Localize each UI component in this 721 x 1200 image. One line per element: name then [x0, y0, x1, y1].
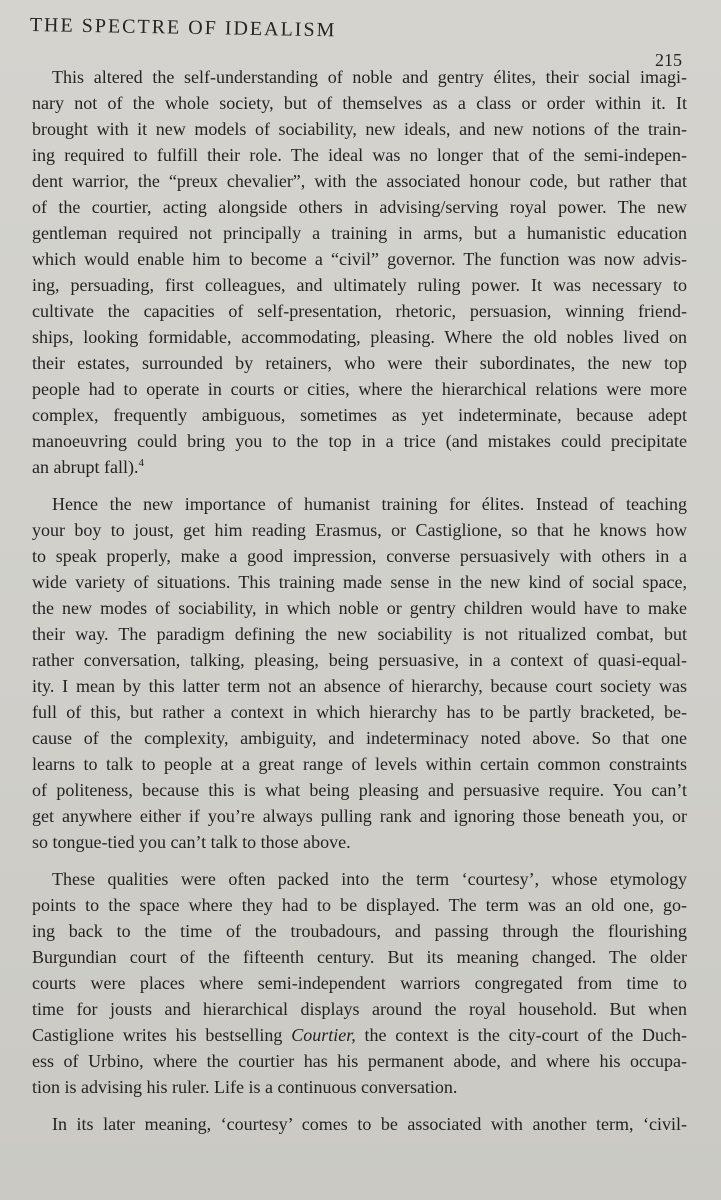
text-line: ing required to fulfill their role. The ideal was no longer that of the semi-indepen- — [32, 145, 687, 165]
text-line: In its later meaning, ‘courtesy’ comes to be associated with another term, ‘civil- — [52, 1114, 687, 1134]
text-line: which would enable him to become a “civil” governor. The function was now advis- — [32, 249, 687, 269]
text-line: Hence the new importance of humanist training for élites. Instead of teaching — [52, 494, 687, 514]
text-line: ity. I mean by this latter term not an absence of hierarchy, because court society was — [32, 676, 687, 696]
text-line: cause of the complexity, ambiguity, and indeterminacy noted above. So that one — [32, 728, 687, 748]
text-line: brought with it new models of sociability, new ideals, and new notions of the train- — [32, 119, 687, 139]
text-line: This altered the self-understanding of noble and gentry élites, their social imagi- — [52, 67, 687, 87]
text-line: These qualities were often packed into the term ‘courtesy’, whose etymology — [52, 869, 687, 889]
text-line: points to the space where they had to be displayed. The term was an old one, go- — [32, 895, 687, 915]
text-line: get anywhere either if you’re always pulling rank and ignoring those beneath you, or — [32, 806, 687, 826]
paragraph-1 — [32, 64, 687, 480]
text-line: their way. The paradigm defining the new sociability is not ritualized combat, but — [32, 624, 687, 644]
text-line: manoeuvring could bring you to the top in a trice (and mistakes could precipitate — [32, 431, 687, 451]
paragraph-2 — [32, 491, 687, 855]
text-fragment: Castiglione writes his bestselling — [32, 1025, 292, 1045]
text-line-with-title — [32, 1022, 687, 1048]
text-line: their estates, surrounded by retainers, who were their subordinates, the new top — [32, 353, 687, 373]
text-line: cultivate the capacities of self-presentation, rhetoric, persuasion, winning friend- — [32, 301, 687, 321]
text-line: courts were places where semi-independent warriors congregated from time to — [32, 973, 687, 993]
text-line: rather conversation, talking, pleasing, being persuasive, in a context of quasi-equal- — [32, 650, 687, 670]
text-line: learns to talk to people at a great range of levels within certain common constraints — [32, 754, 687, 774]
text-line: gentleman required not principally a training in arms, but a humanistic education — [32, 223, 687, 243]
text-line: people had to operate in courts or cities, where the hierarchical relations were more — [32, 379, 687, 399]
text-line: your boy to joust, get him reading Erasmus, or Castiglione, so that he knows how — [32, 520, 687, 540]
text-line: ing, persuading, first colleagues, and ultimately ruling power. It was necessary to — [32, 275, 687, 295]
text-line: of politeness, because this is what being pleasing and persuasive require. You can’t — [32, 780, 687, 800]
body-text — [32, 64, 687, 1137]
text-line: ing back to the time of the troubadours, and passing through the flourishing — [32, 921, 687, 941]
text-line: Burgundian court of the fifteenth century. But its meaning changed. The older — [32, 947, 687, 967]
text-line: nary not of the whole society, but of themselves as a class or order within it. It — [32, 93, 687, 113]
text-line: wide variety of situations. This training made sense in the new kind of social space, — [32, 572, 687, 592]
text-line: ess of Urbino, where the courtier has his permanent abode, and where his occupa- — [32, 1051, 687, 1071]
text-line-last — [32, 454, 687, 480]
running-title: THE SPECTRE OF IDEALISM — [29, 14, 337, 42]
text-fragment: an abrupt fall). — [32, 457, 139, 477]
text-line: tion is advising his ruler. Life is a continuous conversation. — [32, 1077, 458, 1097]
text-line: time for jousts and hierarchical displays around the royal household. But when — [32, 999, 687, 1019]
text-line: complex, frequently ambiguous, sometimes as yet indeterminate, because adept — [32, 405, 687, 425]
text-line: the new modes of sociability, in which noble or gentry children would have to make — [32, 598, 687, 618]
text-line: of the courtier, acting alongside others in advising/serving royal power. The new — [32, 197, 687, 217]
footnote-marker[interactable]: 4 — [138, 457, 144, 469]
text-line: full of this, but rather a context in which hierarchy has to be partly bracketed, be- — [32, 702, 687, 722]
text-line: dent warrior, the “preux chevalier”, with the associated honour code, but rather that — [32, 171, 687, 191]
text-line: ships, looking formidable, accommodating, pleasing. Where the old nobles lived on — [32, 327, 687, 347]
text-line: so tongue-tied you can’t talk to those above. — [32, 832, 351, 852]
paragraph-3 — [32, 866, 687, 1100]
text-line: to speak properly, make a good impression, converse persuasively with others in a — [32, 546, 687, 566]
page-number: 215 — [655, 50, 682, 70]
paragraph-4 — [32, 1111, 687, 1137]
text-fragment: the context is the city-court of the Duch- — [355, 1025, 688, 1045]
book-title: Courtier, — [291, 1025, 356, 1045]
